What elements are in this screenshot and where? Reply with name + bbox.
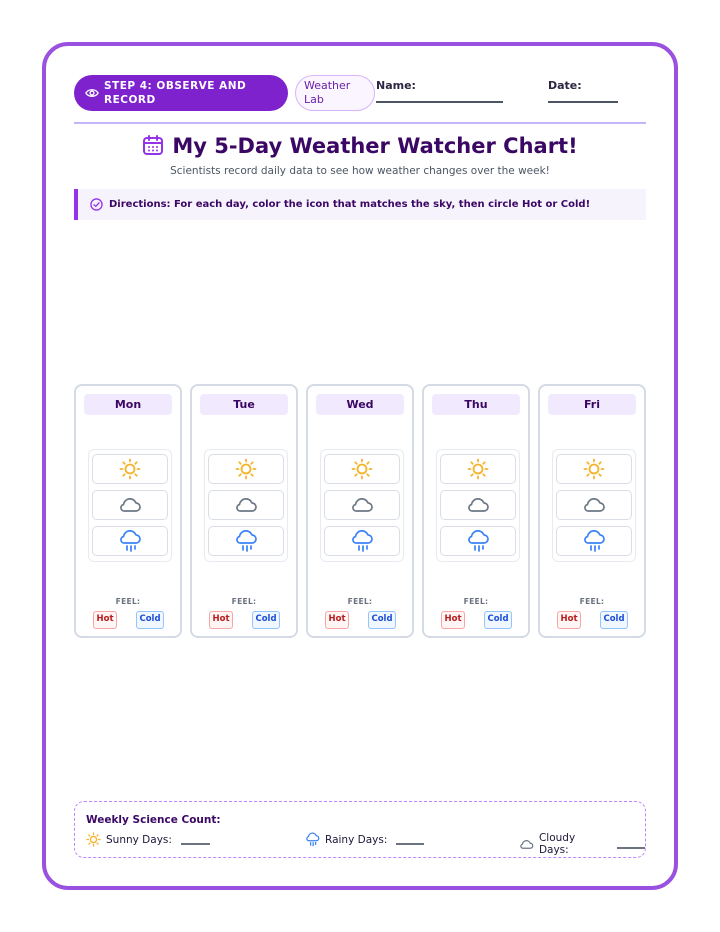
day-label: Mon [84,394,172,415]
feel-label: FEEL: [115,597,141,606]
cloud-icon [582,495,606,515]
step-badge [74,75,288,111]
sunny-option[interactable] [440,454,516,484]
sunny-label: Sunny Days: [106,833,172,846]
weather-choices [436,449,520,562]
sunny-option[interactable] [208,454,284,484]
cloudy-count [519,832,645,856]
weather-lab-badge: Weather Lab [295,75,375,111]
sun-icon [119,458,141,480]
hot-option[interactable]: Hot [93,611,117,629]
rain-cloud-icon [234,529,258,553]
feel-label: FEEL: [347,597,373,606]
weather-choices [552,449,636,562]
hot-option[interactable]: Hot [557,611,581,629]
cloud-icon [466,495,490,515]
name-label: Name: [376,79,416,92]
step-label: STEP 4: OBSERVE AND RECORD [104,80,247,106]
page-title [0,134,720,158]
cloudy-label: Cloudy Days: [538,832,576,856]
cold-option[interactable]: Cold [600,611,628,629]
rain-cloud-icon [118,529,142,553]
cold-option[interactable]: Cold [368,611,396,629]
sunny-count-field[interactable] [181,843,210,845]
weather-choices [88,449,172,562]
rain-cloud-icon [582,529,606,553]
date-field[interactable] [548,101,618,103]
summary-title: Weekly Science Count: [86,814,221,826]
sun-icon [583,458,605,480]
hot-option[interactable]: Hot [441,611,465,629]
day-card-fri [538,384,646,638]
day-card-thu [422,384,530,638]
rain-cloud-icon [466,529,490,553]
day-label: Tue [200,394,288,415]
sunny-option[interactable] [556,454,632,484]
name-field[interactable] [376,101,503,103]
day-label: Fri [548,394,636,415]
cloud-icon [234,495,258,515]
sun-icon [351,458,373,480]
header-divider [74,122,646,124]
day-card-wed [306,384,414,638]
rainy-option[interactable] [324,526,400,556]
directions-banner [74,189,646,220]
cloudy-option[interactable] [440,490,516,520]
eye-icon [85,86,99,100]
rainy-option[interactable] [92,526,168,556]
rain-cloud-icon [305,832,320,847]
cold-option[interactable]: Cold [484,611,512,629]
cloudy-option[interactable] [556,490,632,520]
check-circle-icon [90,198,103,211]
sunny-option[interactable] [92,454,168,484]
day-card-mon [74,384,182,638]
cloudy-option[interactable] [92,490,168,520]
hot-option[interactable]: Hot [325,611,349,629]
cold-option[interactable]: Cold [136,611,164,629]
cloud-icon [118,495,142,515]
sunny-option[interactable] [324,454,400,484]
cloudy-option[interactable] [208,490,284,520]
rain-cloud-icon [350,529,374,553]
sunny-count [86,832,210,847]
rainy-option[interactable] [440,526,516,556]
page-subtitle: Scientists record daily data to see how weather changes over the week! [170,165,550,177]
hot-option[interactable]: Hot [209,611,233,629]
rainy-option[interactable] [556,526,632,556]
cloud-icon [519,838,534,851]
day-label: Wed [316,394,404,415]
sun-icon [467,458,489,480]
cloudy-count-field[interactable] [617,847,645,849]
cold-option[interactable]: Cold [252,611,280,629]
cloudy-option[interactable] [324,490,400,520]
feel-label: FEEL: [579,597,605,606]
rainy-option[interactable] [208,526,284,556]
rainy-count [305,832,424,847]
day-label: Thu [432,394,520,415]
feel-label: FEEL: [463,597,489,606]
weather-choices [320,449,404,562]
day-card-tue [190,384,298,638]
sun-icon [86,832,101,847]
page-title-text: My 5-Day Weather Watcher Chart! [172,134,578,158]
weather-choices [204,449,288,562]
date-label: Date: [548,79,582,92]
sun-icon [235,458,257,480]
calendar-icon [142,134,164,156]
cloud-icon [350,495,374,515]
weekly-science-count [74,801,646,858]
rainy-count-field[interactable] [396,843,424,845]
directions-text: Directions: For each day, color the icon that matches the sky, then circle Hot or Cold! [109,199,591,210]
rainy-label: Rainy Days: [325,833,388,846]
feel-label: FEEL: [231,597,257,606]
